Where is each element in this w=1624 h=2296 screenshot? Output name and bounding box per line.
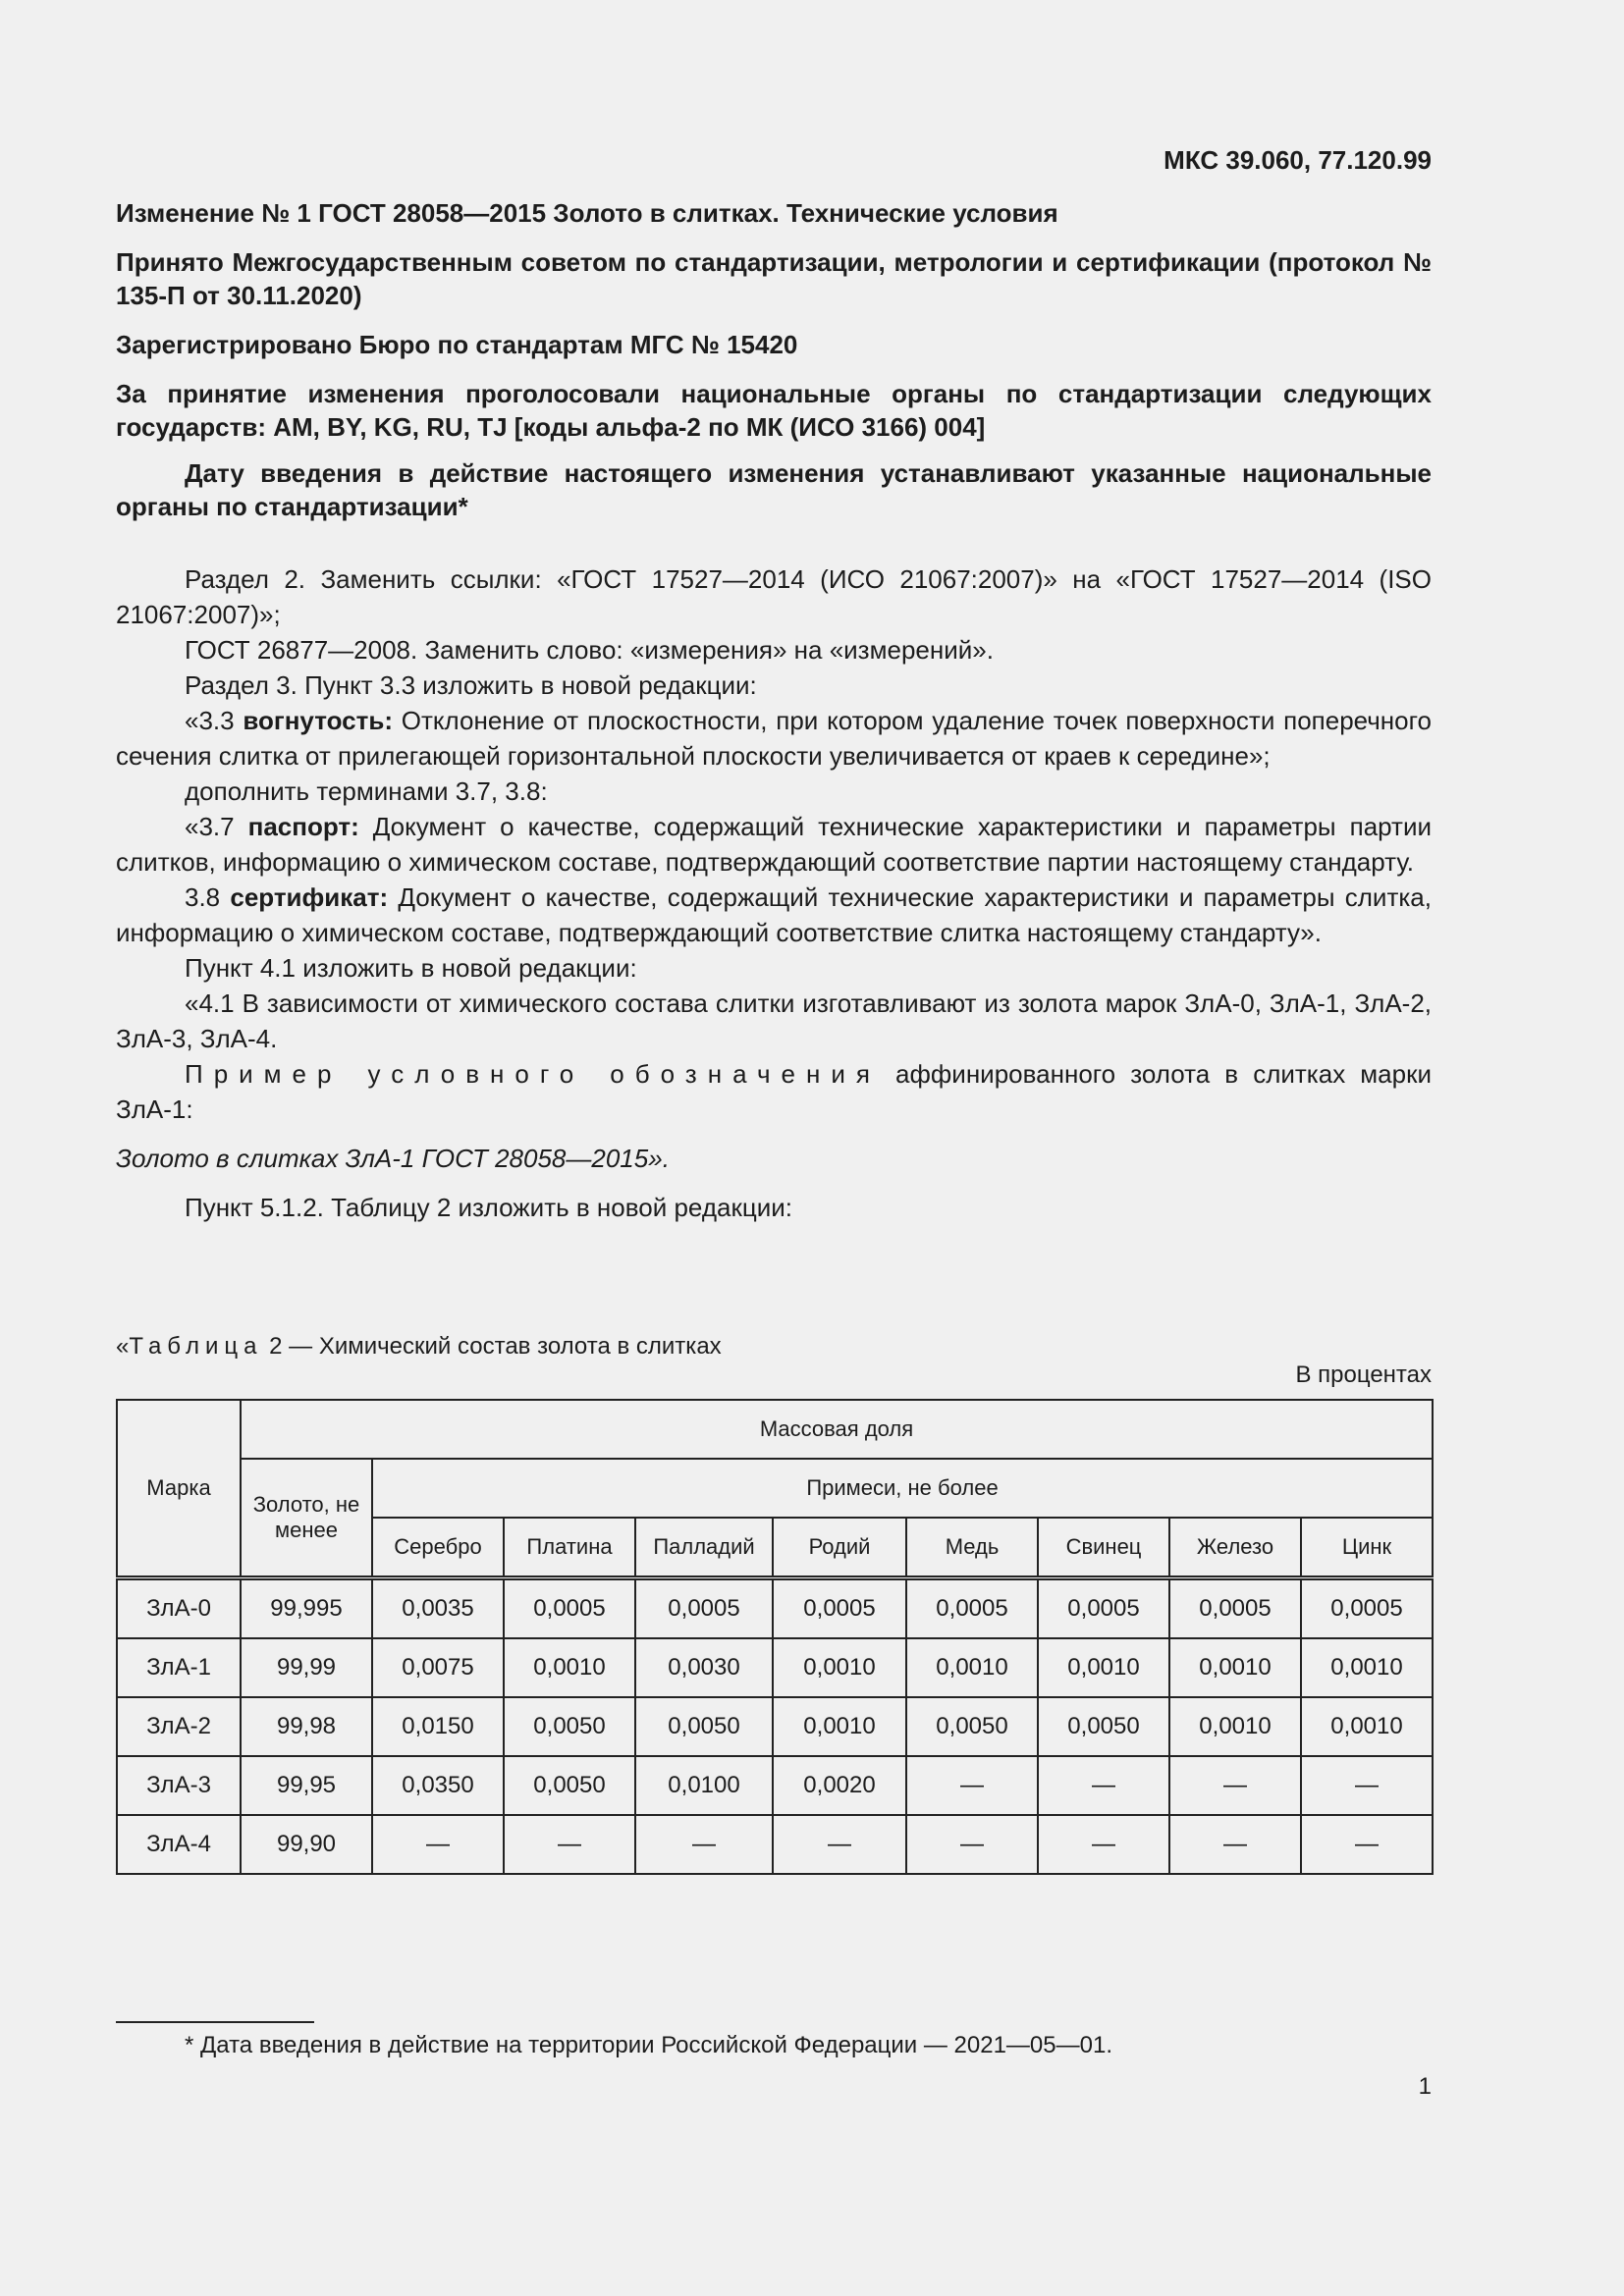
paragraph: [116, 880, 1432, 950]
caption-text: 2 — Химический состав золота в слитках: [262, 1333, 722, 1360]
value-cell: —: [1169, 1815, 1301, 1874]
value-cell: 0,0010: [504, 1638, 635, 1697]
value-cell: 0,0030: [635, 1638, 773, 1697]
value-cell: —: [1301, 1756, 1433, 1815]
value-cell: 0,0050: [635, 1697, 773, 1756]
paragraph: [116, 703, 1432, 774]
value-cell: 0,0100: [635, 1756, 773, 1815]
value-cell: 0,0050: [504, 1756, 635, 1815]
table-row: [117, 1578, 1433, 1639]
value-cell: 0,0005: [773, 1578, 906, 1639]
registered-statement: Зарегистрировано Бюро по стандартам МГС № 15420: [116, 330, 798, 359]
date-intro: Дату введения в действие настоящего изменения устанавливают указанные национальные органы по стандартизации*: [116, 458, 1432, 521]
value-cell: 0,0020: [773, 1756, 906, 1815]
column-header-silver: Серебро: [372, 1518, 504, 1578]
grade-cell: ЗлА-4: [117, 1815, 241, 1874]
column-header-lead: Свинец: [1038, 1518, 1169, 1578]
column-header-mass-fraction: Массовая доля: [241, 1400, 1433, 1459]
grade-cell: ЗлА-0: [117, 1578, 241, 1639]
value-cell: —: [906, 1756, 1038, 1815]
value-cell: 0,0005: [1301, 1578, 1433, 1639]
value-cell: 0,0050: [504, 1697, 635, 1756]
value-cell: 0,0010: [1169, 1638, 1301, 1697]
paragraph: Раздел 3. Пункт 3.3 изложить в новой редакции:: [185, 670, 757, 700]
amendment-body: [116, 561, 1432, 1225]
table-row: [117, 1756, 1433, 1815]
value-cell: 0,0010: [1301, 1638, 1433, 1697]
chemical-composition-table: [116, 1399, 1434, 1875]
footnote-separator: [116, 2021, 314, 2023]
value-cell: 0,0005: [906, 1578, 1038, 1639]
value-cell: 0,0010: [1169, 1697, 1301, 1756]
value-cell: 0,0005: [1038, 1578, 1169, 1639]
term-number: «3.7: [185, 812, 248, 841]
value-cell: 0,0010: [773, 1638, 906, 1697]
voted-statement: За принятие изменения проголосовали национальные органы по стандартизации следующих государств: AM, BY, KG, RU, TJ [коды альфа-2 по МК (ИСО 3166) 004]: [116, 379, 1432, 442]
value-cell: —: [906, 1815, 1038, 1874]
column-header-iron: Железо: [1169, 1518, 1301, 1578]
paragraph: Пункт 4.1 изложить в новой редакции:: [185, 953, 637, 983]
value-cell: —: [504, 1815, 635, 1874]
value-cell: 99,995: [241, 1578, 372, 1639]
table-caption: [116, 1333, 1432, 1361]
value-cell: —: [1038, 1756, 1169, 1815]
value-cell: 0,0005: [1169, 1578, 1301, 1639]
column-header-zinc: Цинк: [1301, 1518, 1433, 1578]
page-number: 1: [1418, 2073, 1432, 2100]
column-header-palladium: Палладий: [635, 1518, 773, 1578]
caption-quote: «: [116, 1333, 130, 1360]
value-cell: 0,0035: [372, 1578, 504, 1639]
value-cell: 99,90: [241, 1815, 372, 1874]
paragraph: дополнить терминами 3.7, 3.8:: [185, 776, 548, 806]
term: паспорт:: [247, 812, 359, 841]
value-cell: 0,0350: [372, 1756, 504, 1815]
table-units: В процентах: [1295, 1362, 1432, 1388]
term: сертификат:: [230, 882, 389, 912]
value-cell: 99,98: [241, 1697, 372, 1756]
designation-example: Золото в слитках ЗлА-1 ГОСТ 28058—2015».: [116, 1144, 670, 1173]
grade-cell: ЗлА-2: [117, 1697, 241, 1756]
value-cell: 0,0010: [773, 1697, 906, 1756]
paragraph-text: аффинированного золота в слитках марки ЗлА-1:: [116, 1059, 1432, 1124]
caption-label: Таблица: [129, 1333, 263, 1360]
column-header-platinum: Платина: [504, 1518, 635, 1578]
paragraph: [116, 809, 1432, 880]
footnote: * Дата введения в действие на территории Российской Федерации — 2021—05—01.: [185, 2032, 1112, 2058]
value-cell: —: [1038, 1815, 1169, 1874]
value-cell: 0,0075: [372, 1638, 504, 1697]
term: вогнутость:: [243, 706, 393, 735]
term-number: «3.3: [185, 706, 244, 735]
term-definition: Отклонение от плоскостности, при котором удаление точек поверхности поперечного сечения слитка от прилегающей горизонтальной плоскости увеличивается от краев к середине»;: [116, 706, 1432, 771]
spaced-text: Пример условного обозначения: [185, 1059, 881, 1089]
paragraph: Пункт 5.1.2. Таблицу 2 изложить в новой редакции:: [185, 1193, 792, 1222]
term-definition: Документ о качестве, содержащий технические характеристики и параметры партии слитков, информацию о химическом составе, подтверждающий соответствие партии настоящему стандарту.: [116, 812, 1432, 877]
mks-code: МКС 39.060, 77.120.99: [1164, 145, 1432, 175]
value-cell: —: [773, 1815, 906, 1874]
value-cell: 0,0150: [372, 1697, 504, 1756]
term-number: 3.8: [185, 882, 231, 912]
column-header-copper: Медь: [906, 1518, 1038, 1578]
value-cell: —: [635, 1815, 773, 1874]
value-cell: 0,0005: [504, 1578, 635, 1639]
value-cell: 0,0010: [1038, 1638, 1169, 1697]
amendment-title: Изменение № 1 ГОСТ 28058—2015 Золото в слитках. Технические условия: [116, 198, 1058, 228]
grade-cell: ЗлА-1: [117, 1638, 241, 1697]
value-cell: 0,0050: [1038, 1697, 1169, 1756]
table-row: [117, 1815, 1433, 1874]
value-cell: 0,0010: [906, 1638, 1038, 1697]
table-row: [117, 1697, 1433, 1756]
term-definition: Документ о качестве, содержащий технические характеристики и параметры слитка, информацию о химическом составе, подтверждающий соответствие слитка настоящему стандарту».: [116, 882, 1432, 947]
value-cell: —: [1169, 1756, 1301, 1815]
value-cell: 0,0050: [906, 1697, 1038, 1756]
value-cell: 99,99: [241, 1638, 372, 1697]
paragraph: Раздел 2. Заменить ссылки: «ГОСТ 17527—2014 (ИСО 21067:2007)» на «ГОСТ 17527—2014 (ISO 21067:2007)»;: [116, 564, 1432, 629]
grade-cell: ЗлА-3: [117, 1756, 241, 1815]
paragraph: ГОСТ 26877—2008. Заменить слово: «измерения» на «измерений».: [185, 635, 994, 665]
value-cell: 0,0010: [1301, 1697, 1433, 1756]
paragraph: «4.1 В зависимости от химического состава слитки изготавливают из золота марок ЗлА-0, ЗлА-1, ЗлА-2, ЗлА-3, ЗлА-4.: [116, 988, 1432, 1053]
column-header-marka: Марка: [117, 1400, 241, 1578]
value-cell: —: [1301, 1815, 1433, 1874]
adopted-statement: Принято Межгосударственным советом по стандартизации, метрологии и сертификации (протокол № 135-П от 30.11.2020): [116, 247, 1432, 310]
column-header-gold: Золото, не менее: [241, 1459, 372, 1578]
table-row: [117, 1638, 1433, 1697]
column-header-impurities: Примеси, не более: [372, 1459, 1433, 1518]
column-header-rhodium: Родий: [773, 1518, 906, 1578]
value-cell: 0,0005: [635, 1578, 773, 1639]
value-cell: —: [372, 1815, 504, 1874]
value-cell: 99,95: [241, 1756, 372, 1815]
paragraph: [116, 1056, 1432, 1127]
